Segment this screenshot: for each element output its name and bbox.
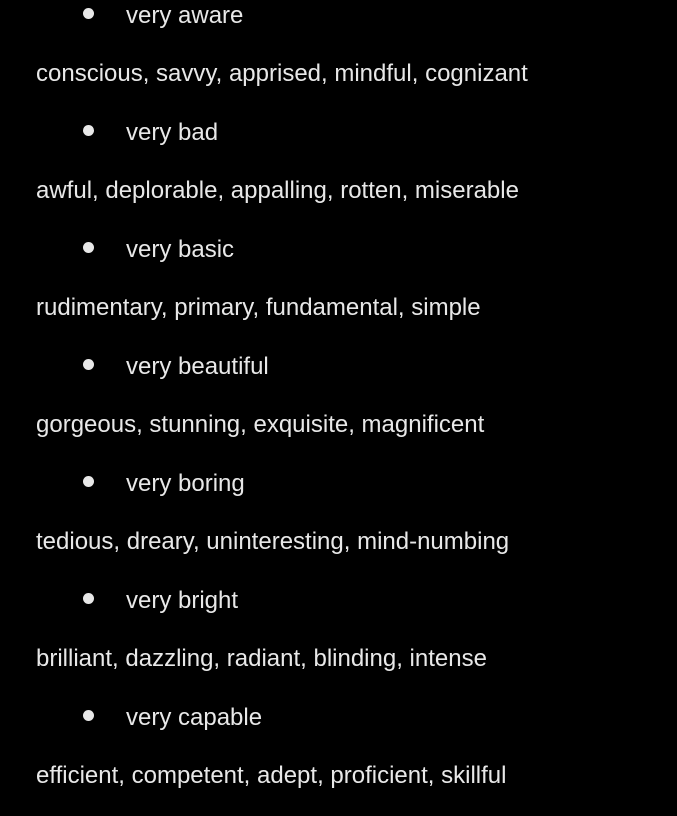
bullet-icon [83, 359, 94, 370]
bullet-icon [83, 710, 94, 721]
term-row [80, 115, 218, 149]
list-item [0, 458, 677, 575]
bullet-icon [83, 242, 94, 253]
term-label: very aware [126, 1, 244, 29]
term-label: very capable [126, 703, 263, 731]
synonyms-text: rudimentary, primary, fundamental, simple [36, 294, 481, 321]
term-row [80, 349, 269, 383]
term-label: very bad [126, 118, 219, 146]
synonyms-text: tedious, dreary, uninteresting, mind-numbing [36, 528, 510, 555]
synonyms-text: awful, deplorable, appalling, rotten, miserable [36, 177, 519, 204]
synonyms-text: efficient, competent, adept, proficient, skillful [36, 762, 507, 789]
term-row [80, 700, 262, 734]
term-row [80, 0, 243, 32]
list-item [0, 575, 677, 692]
term-row [80, 466, 245, 500]
synonyms-text: gorgeous, stunning, exquisite, magnificent [36, 411, 485, 438]
bullet-icon [83, 476, 94, 487]
term-row [80, 583, 238, 617]
synonyms-text: brilliant, dazzling, radiant, blinding, intense [36, 645, 487, 672]
term-label: very beautiful [126, 352, 269, 380]
term-label: very bright [126, 586, 239, 614]
bullet-icon [83, 8, 94, 19]
list-item [0, 692, 677, 809]
bullet-icon [83, 125, 94, 136]
term-label: very boring [126, 469, 245, 497]
term-label: very basic [126, 235, 235, 263]
list-item [0, 0, 677, 107]
bullet-icon [83, 593, 94, 604]
term-row [80, 232, 234, 266]
synonyms-text: conscious, savvy, apprised, mindful, cognizant [36, 60, 528, 87]
list-item [0, 341, 677, 458]
list-item [0, 107, 677, 224]
list-item [0, 224, 677, 341]
